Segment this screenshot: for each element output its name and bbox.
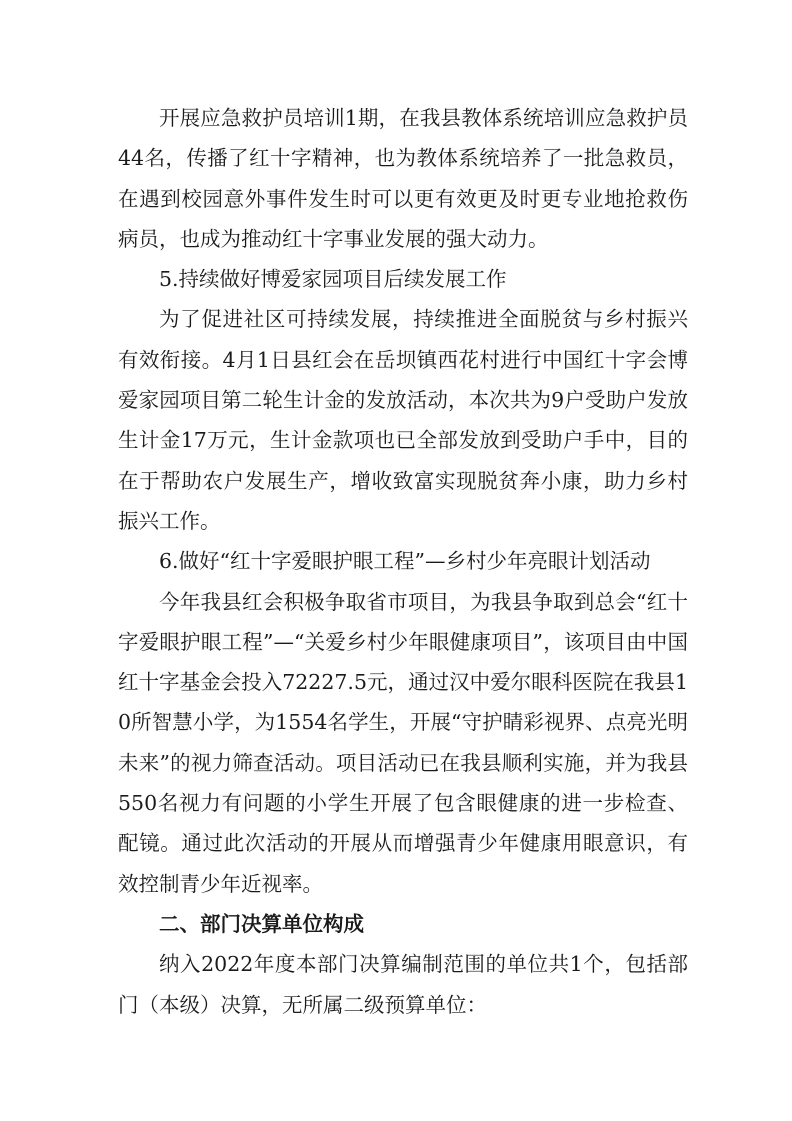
document-body: [118, 98, 688, 1025]
paragraph-fraternity-homes: 为了促进社区可持续发展，持续推进全面脱贫与乡村振兴有效衔接。4月1日县红会在岳坝镇西花村进行中国红十字会博爱家园项目第二轮生计金的发放活动，本次共为9户受助户发放生计金17万元，生计金款项也已全部发放到受助户手中，目的在于帮助农户发展生产，增收致富实现脱贫奔小康，助力乡村振兴工作。: [118, 307, 688, 533]
paragraph-first-aid-training: 开展应急救护员培训1期，在我县教体系统培训应急救护员44名，传播了红十字精神，也为教体系统培养了一批急救员，在遇到校园意外事件发生时可以更有效更及时更专业地抢救伤病员，也成为推动红十字事业发展的强大动力。: [118, 106, 688, 251]
paragraph-unit-composition: 纳入2022年度本部门决算编制范围的单位共1个，包括部门（本级）决算，无所属二级预算单位：: [118, 952, 688, 1017]
subheading-eye-care-project: 6.做好“红十字爱眼护眼工程”—乡村少年亮眼计划活动: [159, 549, 651, 574]
paragraph-eye-care-project: 今年我县红会积极争取省市项目，为我县争取到总会“红十字爱眼护眼工程”—“关爱乡村少年眼健康项目”，该项目由中国红十字基金会投入72227.5元，通过汉中爱尔眼科医院在我县10所智慧小学，为1554名学生，开展“守护睛彩视界、点亮光明未来”的视力筛查活动。项目活动已在我县顺利实施，并为我县550名视力有问题的小学生开展了包含眼健康的进一步检查、配镜。通过此次活动的开展从而增强青少年健康用眼意识，有效控制青少年近视率。: [118, 589, 688, 896]
section-heading-unit-composition: 二、部门决算单位构成: [159, 911, 364, 936]
subheading-fraternity-homes: 5.持续做好博爱家园项目后续发展工作: [159, 267, 507, 292]
